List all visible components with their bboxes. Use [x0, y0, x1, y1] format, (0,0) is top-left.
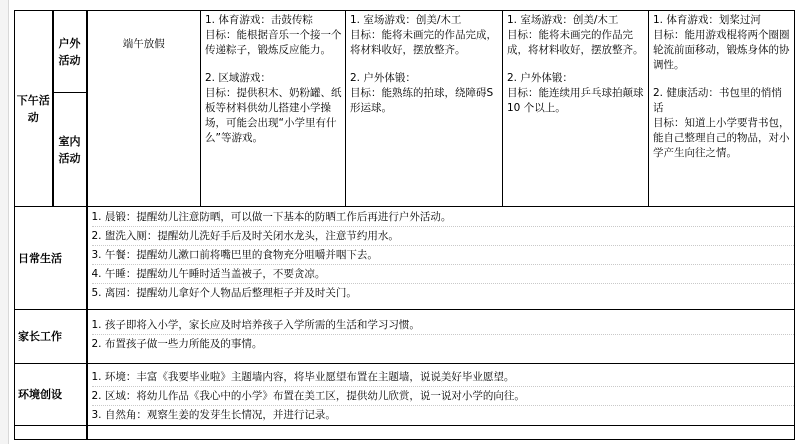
activity-goal: 目标：能将未画完的作品完成，将材料收好，摆放整齐。 — [350, 29, 497, 56]
environment-label-text: 环境创设 — [18, 388, 62, 401]
activity-col-2 — [346, 11, 503, 207]
next-row-partial — [15, 426, 795, 440]
page-margin — [0, 0, 9, 444]
holiday-text: 端午放假 — [122, 38, 165, 50]
list-item: 5. 离园：提醒幼儿拿好个人物品后整理柜子并及时关门。 — [91, 287, 357, 299]
list-item: 2. 盥洗入厕：提醒幼儿洗好手后及时关闭水龙头，注意节约用水。 — [92, 227, 795, 246]
activity-title: 1. 体育游戏：划桨过河 — [653, 14, 761, 26]
daily-life-label-text: 日常生活 — [18, 251, 62, 265]
list-item: 3. 自然角：观察生姜的发芽生长情况，并进行记录。 — [91, 409, 336, 421]
indoor-activity-label — [53, 93, 87, 207]
activity-goal: 目标：能用游戏棍将两个圈圈轮流前面移动，锻炼身体的协调性。 — [653, 29, 790, 71]
activity-title: 1. 体育游戏：击鼓传粽 — [205, 14, 313, 26]
activity-goal: 目标：知道上小学要背书包，能自己整理自己的物品，对小学产生向往之情。 — [653, 117, 790, 159]
parents-content — [87, 310, 795, 364]
parents-label-text: 家长工作 — [18, 330, 62, 343]
list-item: 4. 午睡：提醒幼儿午睡时适当盖被子，不要贪凉。 — [92, 265, 795, 284]
list-item: 2. 布置孩子做一些力所能及的事情。 — [91, 338, 263, 350]
list-item: 3. 午餐：提醒幼儿漱口前将嘴巴里的食物充分咀嚼并咽下去。 — [92, 246, 795, 265]
activity-col-4 — [649, 11, 795, 207]
next-row-label — [15, 426, 87, 440]
daily-life-label — [15, 207, 87, 310]
afternoon-header-text: 下午活动 — [16, 93, 50, 124]
indoor-label-text: 室内活动 — [58, 134, 81, 165]
list-item: 1. 孩子即将入小学，家长应及时培养孩子入学所需的生活和学习习惯。 — [92, 316, 795, 335]
list-item: 1. 晨锻：提醒幼儿注意防晒，可以做一下基本的防晒工作后再进行户外活动。 — [92, 208, 795, 227]
holiday-cell — [87, 11, 201, 207]
daily-life-content — [87, 207, 795, 310]
environment-content — [87, 364, 795, 426]
activity-title: 1. 室场游戏：创美/木工 — [350, 14, 462, 26]
activity-title: 1. 室场游戏：创美/木工 — [507, 14, 619, 26]
parents-label — [15, 310, 87, 364]
next-row-content — [87, 426, 795, 440]
outdoor-activity-label — [53, 11, 87, 93]
afternoon-header — [15, 11, 53, 207]
outdoor-label-text: 户外活动 — [58, 36, 81, 67]
weekly-plan-table — [14, 10, 795, 440]
environment-row — [15, 364, 795, 426]
list-item: 2. 区域：将幼儿作品《我心中的小学》布置在美工区，提供幼儿欣赏，说一说对小学的向往。 — [92, 387, 795, 406]
afternoon-outdoor-row — [15, 11, 795, 93]
activity-goal: 目标：提供积木、奶粉罐、纸板等材料供幼儿搭建小学操场，可能会出现“小学里有什么”等游戏。 — [205, 87, 342, 144]
activity-goal: 目标：能熟练的拍球，绕障碍S形运球。 — [350, 87, 494, 114]
activity-title: 2. 户外体锻： — [507, 72, 573, 84]
activity-title: 2. 区域游戏： — [205, 72, 271, 84]
activity-col-3 — [503, 11, 649, 207]
environment-label — [15, 364, 87, 426]
activity-goal: 目标：能将未画完的作品完成，将材料收好，摆放整齐。 — [507, 29, 644, 56]
daily-life-row — [15, 207, 795, 310]
activity-title: 2. 健康活动：书包里的悄悄话 — [653, 87, 782, 114]
parents-row — [15, 310, 795, 364]
activity-title: 2. 户外体锻： — [350, 72, 416, 84]
activity-col-1 — [201, 11, 346, 207]
activity-goal: 目标：能根据音乐一个接一个传递粽子，锻炼反应能力。 — [205, 29, 342, 56]
list-item: 1. 环境：丰富《我要毕业啦》主题墙内容，将毕业愿望布置在主题墙，说说美好毕业愿望。 — [92, 368, 795, 387]
activity-goal: 目标：能连续用乒乓球拍颠球 10 个以上。 — [507, 87, 644, 114]
